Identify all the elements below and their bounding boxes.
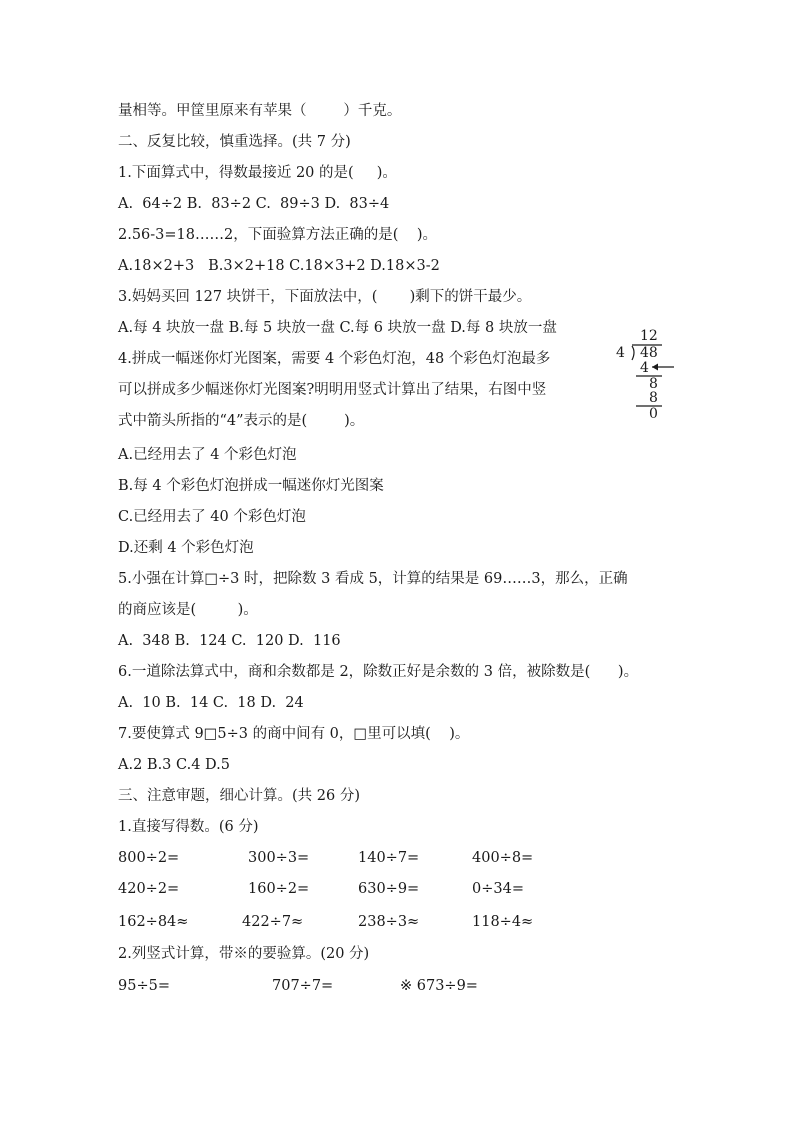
division-remainder: 0 [649,406,658,422]
division-step-2: 8 [649,376,658,392]
division-dividend: 48 [640,345,658,361]
oral-calc-item: 800÷2= [118,850,180,866]
question-3: 3.妈妈买回 127 块饼干，下面放法中，( )剩下的饼干最少。 [118,289,532,305]
question-3-options: A.每 4 块放一盘 B.每 5 块放一盘 C.每 6 块放一盘 D.每 8 块放一盘 [118,320,557,336]
question-7: 7.要使算式 9□5÷3 的商中间有 0，□里可以填( )。 [118,726,470,742]
question-5-line-1: 5.小强在计算□÷3 时，把除数 3 看成 5，计算的结果是 69……3，那么，正确 [118,571,628,587]
oral-calc-item: 400÷8= [472,850,534,866]
subsection-written-calc: 2.列竖式计算，带※的要验算。(20 分) [118,946,370,962]
oral-calc-item: 140÷7= [358,850,420,866]
question-4-line-2: 可以拼成多少幅迷你灯光图案?明明用竖式计算出了结果，右图中竖 [118,382,547,398]
oral-calc-item: 422÷7≈ [242,914,304,930]
long-division-figure [610,326,680,426]
oral-calc-item: 238÷3≈ [358,914,420,930]
question-6: 6.一道除法算式中，商和余数都是 2，除数正好是余数的 3 倍，被除数是( )。 [118,664,639,680]
oral-calc-item: 630÷9= [358,881,420,897]
arrow-icon [652,364,674,371]
oral-calc-item: 160÷2= [248,881,310,897]
written-calc-item: 707÷7= [272,978,334,994]
question-5-options: A. 348 B. 124 C. 120 D. 116 [118,633,341,649]
question-4-line-1: 4.拼成一幅迷你灯光图案，需要 4 个彩色灯泡，48 个彩色灯泡最多 [118,351,551,367]
oral-calc-item: 300÷3= [248,850,310,866]
question-1: 1.下面算式中，得数最接近 20 的是( )。 [118,165,397,181]
question-7-options: A.2 B.3 C.4 D.5 [118,757,230,773]
question-2: 2.56-3=18……2，下面验算方法正确的是( )。 [118,227,437,243]
division-quotient: 12 [640,328,658,344]
question-5-line-2: 的商应该是( )。 [118,602,258,618]
question-4-option-b: B.每 4 个彩色灯泡拼成一幅迷你灯光图案 [118,478,384,494]
question-4-option-a: A.已经用去了 4 个彩色灯泡 [118,447,297,463]
question-1-options: A. 64÷2 B. 83÷2 C. 89÷3 D. 83÷4 [118,196,390,212]
division-step-3: 8 [649,390,658,406]
oral-calc-item: 118÷4≈ [472,914,534,930]
question-4-option-d: D.还剩 4 个彩色灯泡 [118,540,254,556]
division-step-1: 4 [640,360,649,376]
subsection-oral-calc: 1.直接写得数。(6 分) [118,819,259,835]
question-4-line-3: 式中箭头所指的“4”表示的是( )。 [118,413,365,429]
text-line-continuation: 量相等。甲筐里原来有苹果（ ）千克。 [118,103,402,119]
division-divisor: 4 [616,345,625,361]
oral-calc-item: 0÷34= [472,881,524,897]
written-calc-item: 95÷5= [118,978,170,994]
question-4-option-c: C.已经用去了 40 个彩色灯泡 [118,509,306,525]
oral-calc-item: 420÷2= [118,881,180,897]
question-2-options: A.18×2+3 B.3×2+18 C.18×3+2 D.18×3-2 [118,258,440,274]
section-heading-calculation: 三、注意审题，细心计算。(共 26 分) [118,788,360,804]
written-calc-item: ※ 673÷9= [400,978,478,994]
division-bracket [632,346,634,360]
question-6-options: A. 10 B. 14 C. 18 D. 24 [118,695,304,711]
oral-calc-item: 162÷84≈ [118,914,189,930]
section-heading-choice: 二、反复比较，慎重选择。(共 7 分) [118,134,351,150]
